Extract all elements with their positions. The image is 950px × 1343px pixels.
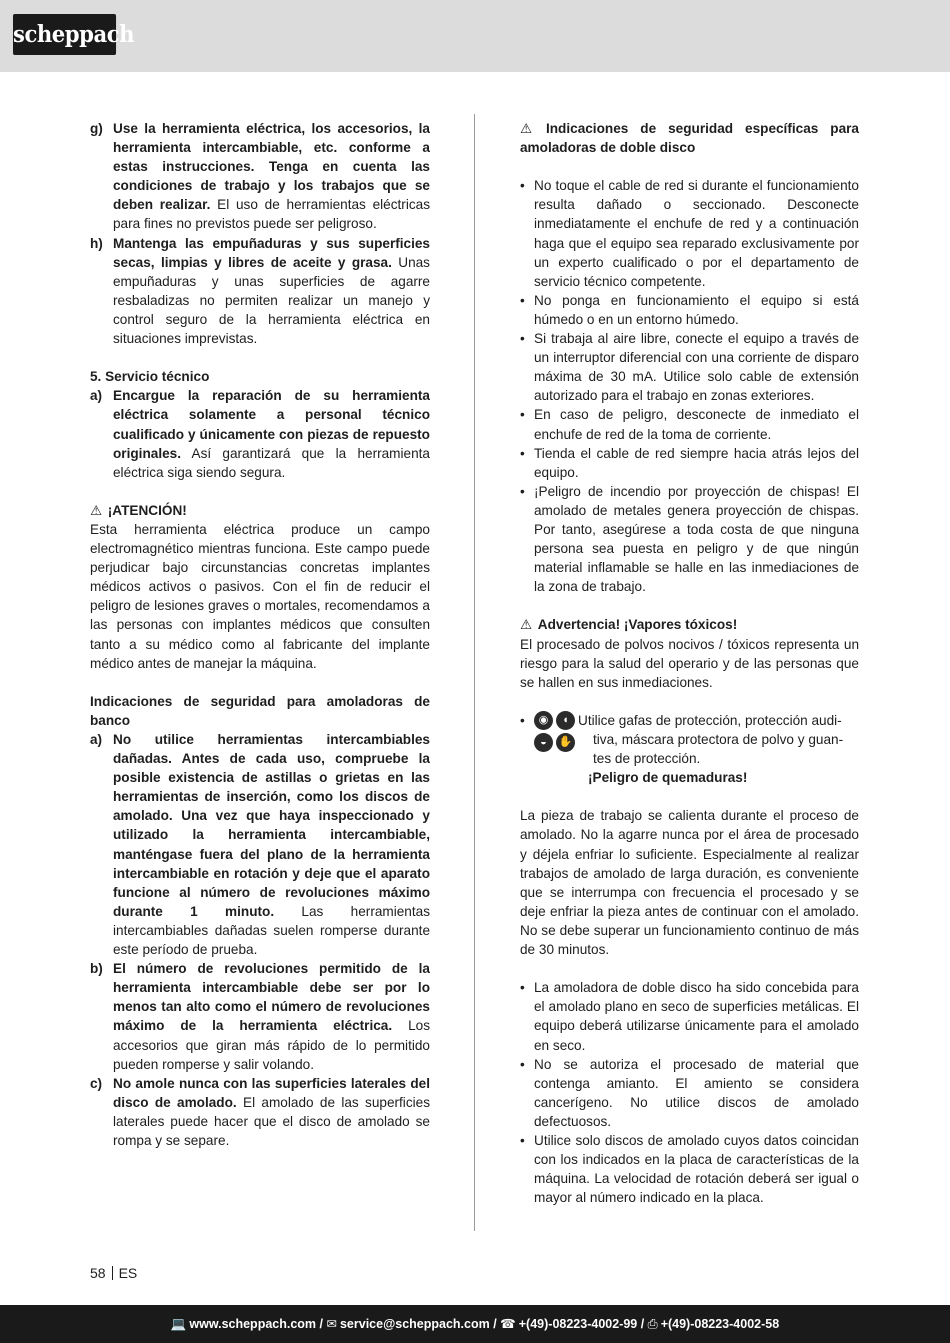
list-item-bench-a <box>90 730 430 959</box>
list-item: • La amoladora de doble disco ha sido concebida para el amolado plano en seco de superficies metálicas. El equipo deberá utilizarse únicamente para el amolado en seco. <box>520 980 859 1053</box>
list-item: • ¡Peligro de incendio por proyección de chispas! El amolado de metales genera proyección de chispas. Por tanto, asegúrese a toda costa de que ninguna persona sea puesta en peligro y de que ningún material inflamable se halle en las inmediaciones de la zona de trabajo. <box>520 483 859 595</box>
dust-mask-icon: ◒ <box>534 733 553 752</box>
page-footer <box>0 1305 950 1343</box>
phone-icon: ☎ <box>500 1317 516 1331</box>
toxic-text: El procesado de polvos nocivos / tóxicos representa un riesgo para la salud del operario y de las personas que se hallen en sus inmediaciones. <box>520 636 859 690</box>
list-item: • No se autoriza el procesado de material que contenga amianto. El amiento se considera cancerígeno. No utilice discos de amolado defectuosos. <box>520 1056 859 1129</box>
section-heading-double-disc: ⚠ Indicaciones de seguridad específicas para amoladoras de doble disco <box>520 121 859 156</box>
item-text: El amolado de las superficies laterales puede hacer que el disco de amolado se rompa y se separe. <box>113 1094 430 1148</box>
attention-heading: ⚠ ¡ATENCIÓN! <box>90 501 430 520</box>
item-bold: No amole nunca con las superficies laterales del disco de amolado. <box>113 1075 430 1110</box>
item-bold: Mantenga las empuñaduras y sus superficies secas, limpias y libres de aceite y grasa. <box>113 235 430 270</box>
attention-text: Esta herramienta eléctrica produce un campo electromagnético mientras funciona. Este campo puede perjudicar bajo circunstancias concretas implantes médicos activos o pasivos. Con el fin de reducir el peligro de lesiones graves o mortales, recomendamos a las personas con implantes médicos que consulten tanto a su médico como al fabricante del implante médico antes de manejar la máquina. <box>90 521 430 671</box>
ppe-text: Utilice gafas de protección, protección audi- tiva, máscara protectora de polvo y guan- tes de protección. <box>578 712 844 767</box>
ear-protection-icon: ◖ <box>556 711 575 730</box>
list-item: • No ponga en funcionamiento el equipo si está húmedo o en un entorno húmedo. <box>520 292 859 327</box>
warning-icon: ⚠ <box>520 617 533 633</box>
brand-logo: scheppach <box>13 14 116 55</box>
list-item-service-a <box>90 386 430 481</box>
list-item-bench-c <box>90 1074 430 1150</box>
item-label: b) <box>90 961 103 977</box>
gloves-icon: ✋ <box>556 733 575 752</box>
warning-icon: ⚠ <box>90 502 103 518</box>
fax-icon: ⎙ <box>647 1317 658 1331</box>
section-heading-service: 5. Servicio técnico <box>90 369 210 385</box>
footer-email: service@scheppach.com / <box>339 1317 497 1331</box>
list-item: • En caso de peligro, desconecte de inmediato el enchufe de red de la toma de corriente. <box>520 407 859 442</box>
section-heading-bench: Indicaciones de seguridad para amoladoras de banco <box>90 693 430 728</box>
list-item-g <box>90 119 430 234</box>
page-header <box>0 0 950 72</box>
list-item: • No toque el cable de red si durante el funcionamiento resulta dañado o seccionado. Desconecte inmediatamente el enchufe de red y a continuación haga que el equipo sea reparado exclusivamente por un experto cualificado o por el departamento de servicio técnico competente. <box>520 178 859 289</box>
footer-phone: +(49)-08223-4002-99 / <box>518 1317 645 1331</box>
list-item: • Si trabaja al aire libre, conecte el equipo a través de un interruptor diferencial con una corriente de disparo máxima de 30 mA. Utilice solo cable de extensión autorizado para el trabajo en zonas exteriores. <box>520 331 859 404</box>
item-label: h) <box>90 235 103 251</box>
list-item: • Utilice solo discos de amolado cuyos datos coincidan con los indicados en la placa de características de la máquina. La velocidad de rotación deberá ser igual o mayor al número indicado en la placa. <box>520 1132 859 1206</box>
burn-warning: ¡Peligro de quemaduras! <box>588 770 748 786</box>
item-label: a) <box>90 388 103 404</box>
computer-icon: 💻 <box>170 1317 187 1331</box>
list-item-bench-b <box>90 959 430 1074</box>
item-label: a) <box>90 732 103 747</box>
warning-icon: ⚠ <box>520 121 533 136</box>
item-text: Así garantizará que la herramienta eléctrica siga siendo segura. <box>113 445 430 480</box>
footer-web: www.scheppach.com / <box>189 1317 323 1331</box>
goggles-icon: ◉ <box>534 711 553 730</box>
item-text: El uso de herramientas eléctricas para fines no previstos puede ser peligroso. <box>113 197 430 232</box>
toxic-heading: ⚠ Advertencia! ¡Vapores tóxicos! <box>520 615 859 634</box>
item-label: c) <box>90 1075 103 1091</box>
page-number: 58 ES <box>90 1265 138 1281</box>
ppe-item: • ◉ ◖ ◒ ✋ Utilice gafas de protección, protección audi- tiva, máscara protectora de polvo y guan- tes de protección. ¡Peligro de quemaduras! <box>520 711 859 787</box>
right-column <box>520 119 859 1207</box>
mail-icon: ✉ <box>326 1317 337 1331</box>
item-text: Los accesorios que giran más rápido de lo permitido pueden romperse y salir volando. <box>113 1018 430 1072</box>
burn-text: La pieza de trabajo se calienta durante el proceso de amolado. No la agarre nunca por el área de procesado y déjela enfriar lo suficiente. Especialmente al realizar trabajos de amolado de larga duración, es conveniente que se interrumpa con frecuencia el procesado y se deje enfriar la pieza antes de continuar con el amolado. No se debe superar un funcionamiento continuo de más de 30 minutos. <box>520 808 859 958</box>
ppe-icons <box>534 711 578 755</box>
item-text: Las herramientas intercambiables dañadas suelen romperse durante este período de prueba. <box>113 903 430 958</box>
item-bold: Encargue la reparación de su herramienta eléctrica solamente a personal técnico cualificado y únicamente con piezas de repuesto originales. <box>113 388 430 461</box>
item-bold: No utilice herramientas intercambiables dañadas. Antes de cada uso, compruebe la posible existencia de astillas o grietas en las herramientas de inserción, como los discos de amolado. Una vez que haya inspeccionado y utilizado la herramienta intercambiable, manténgase fuera del plano de la herramienta intercambiable en rotación y deje que el aparato funcione al número de revoluciones máximo durante 1 minuto. <box>113 732 430 919</box>
footer-fax: +(49)-08223-4002-58 <box>660 1317 780 1331</box>
item-text: Unas empuñaduras y unas superficies de agarre resbaladizas no permiten realizar un manejo y control seguro de la herramienta eléctrica en situaciones imprevistas. <box>113 254 430 347</box>
item-bold: Use la herramienta eléctrica, los accesorios, la herramienta intercambiable, etc. conforme a estas instrucciones. Tenga en cuenta las condiciones de trabajo y los trabajos que se deben realizar. <box>113 121 430 213</box>
item-bold: El número de revoluciones permitido de la herramienta intercambiable debe ser por lo menos tan alto como el número de revoluciones máximo de la herramienta eléctrica. <box>113 961 430 1034</box>
list-item: • Tienda el cable de red siempre hacia atrás lejos del equipo. <box>520 445 859 480</box>
item-label: g) <box>90 121 103 136</box>
column-divider <box>474 114 475 1231</box>
left-column <box>90 119 430 1150</box>
list-item-h <box>90 234 430 349</box>
